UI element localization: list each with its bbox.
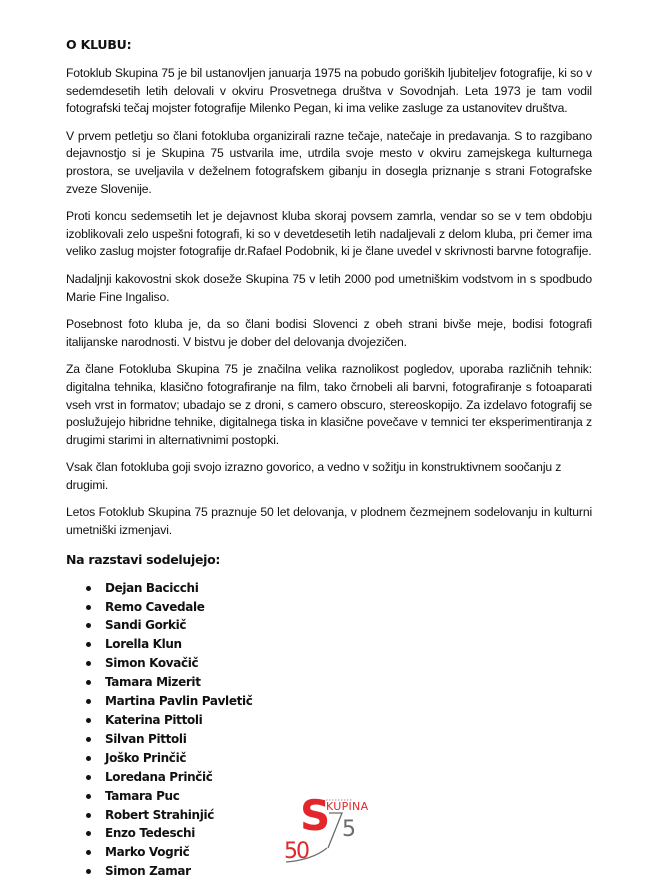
list-item bbox=[66, 768, 592, 787]
artist-name: Katerina Pittoli bbox=[105, 713, 203, 727]
paragraph-seventies: Proti koncu sedemsetih let je dejavnost kluba skoraj povsem zamrla, vendar so se v tem obdobju izoblikovali zelo uspešni fotografi, ki so v devetdesetih letih nadaljevali z delom kluba, pri čemer ima veliko zaslug mojster fotografije dr.Rafael Podobnik, ki je člane uvedel v skrivnosti barvne fotografije. bbox=[66, 209, 592, 259]
artist-name: Simon Zamar bbox=[105, 864, 191, 879]
artist-name: Tamara Puc bbox=[105, 788, 180, 803]
paragraph-founding: Fotoklub Skupina 75 je bil ustanovljen januarja 1975 na pobudo goriških ljubiteljev fotografije, ki so v sedemdesetih letih delovali v okviru Prosvetnega društva v Sovodnjah. Leta 1973 je tam vodil fotografski tečaj mojster fotografije Milenko Pegan, ki ima velike zasluge za ustanovitev društva. bbox=[66, 66, 592, 116]
logo-letter-s: S bbox=[300, 796, 331, 840]
logo-number-5: 5 bbox=[342, 817, 356, 842]
artist-name: Loredana Prinčič bbox=[105, 769, 213, 784]
bullet-icon bbox=[86, 661, 91, 666]
bullet-icon bbox=[86, 680, 91, 685]
artist-name: Martina Pavlin Pavletič bbox=[105, 694, 253, 709]
bullet-icon bbox=[86, 623, 91, 628]
list-item bbox=[66, 711, 592, 730]
bullet-icon bbox=[86, 756, 91, 761]
artist-name: Remo Cavedale bbox=[105, 599, 205, 614]
list-item bbox=[66, 616, 592, 635]
list-item bbox=[66, 749, 592, 768]
list-item bbox=[66, 692, 592, 711]
artist-name: Tamara Mizerit bbox=[105, 675, 201, 690]
logo-word: KUPINA bbox=[326, 800, 369, 813]
artists-heading: Na razstavi sodelujejo: bbox=[66, 551, 221, 567]
list-item bbox=[66, 730, 592, 749]
logo-graphic-icon bbox=[282, 796, 382, 866]
list-item bbox=[66, 654, 592, 673]
bullet-icon bbox=[86, 642, 91, 647]
bullet-icon bbox=[86, 718, 91, 723]
bullet-icon bbox=[86, 831, 91, 836]
logo-anniversary: 50 bbox=[284, 839, 308, 864]
paragraph-2000s: Nadaljnji kakovostni skok doseže Skupina 75 v letih 2000 pod umetniškim vodstvom in s spodbudo Marie Fine Ingaliso. bbox=[66, 271, 592, 304]
bullet-icon bbox=[86, 699, 91, 704]
paragraph-anniversary: Letos Fotoklub Skupina 75 praznuje 50 let delovanja, v plodnem čezmejnem sodelovanju in kulturni umetniški izmenjavi. bbox=[66, 505, 592, 538]
artist-name: Silvan Pittoli bbox=[105, 731, 187, 746]
bullet-icon bbox=[86, 813, 91, 818]
paragraph-first-years: V prvem petletju so člani fotokluba organizirali razne tečaje, natečaje in predavanja. S to razgibano dejavnostjo si je Skupina 75 ustvarila ime, utrdila svoje mesto v okviru zamejskega kulturnega prostora, se uveljavila v deželnem fotografskem gibanju in dosegla priznanje s strani Fotografske zveze Slovenije. bbox=[66, 128, 592, 196]
bullet-icon bbox=[86, 794, 91, 799]
section-heading: O KLUBU: bbox=[66, 37, 132, 52]
artist-name: Marko Vogrič bbox=[105, 845, 190, 860]
list-item bbox=[66, 635, 592, 654]
list-item bbox=[66, 598, 592, 617]
bullet-icon bbox=[86, 775, 91, 780]
artist-name: Joško Prinčič bbox=[105, 750, 187, 765]
bullet-icon bbox=[86, 586, 91, 591]
paragraph-bilingual: Posebnost foto kluba je, da so člani bodisi Slovenci z obeh strani bivše meje, bodisi fotografi italijanske narodnosti. V bistvu je dober del delovanja dvojezičen. bbox=[66, 317, 592, 349]
list-item bbox=[66, 579, 592, 598]
bullet-icon bbox=[86, 605, 91, 610]
bullet-icon bbox=[86, 850, 91, 855]
artist-name: Enzo Tedeschi bbox=[105, 826, 195, 841]
artist-name: Sandi Gorkič bbox=[105, 618, 187, 633]
skupina-75-logo bbox=[282, 796, 382, 866]
artist-name: Simon Kovačič bbox=[105, 656, 199, 671]
bullet-icon bbox=[86, 869, 91, 874]
list-item bbox=[66, 673, 592, 692]
artist-name: Dejan Bacicchi bbox=[105, 580, 199, 595]
document-page bbox=[66, 37, 592, 881]
paragraph-techniques: Za člane Fotokluba Skupina 75 je značilna velika raznolikost pogledov, uporaba različnih tehnik: digitalna tehnika, klasično fotografiranje na film, tako črnobeli ali barvni, fotografiranje s fotoaparati vseh vrst in formatov; ubadajo se z droni, s camero obscuro, stereoskopijo. Za izdelavo fotografij se poslužujejo hibridne tehnike, digitalnega tiska in klasične povečave v temnici ter eksperimentiranja z drugimi starimi in alternativnimi postopki. bbox=[66, 362, 592, 447]
bullet-icon bbox=[86, 737, 91, 742]
paragraph-expression: Vsak član fotokluba goji svojo izrazno govorico, a vedno v sožitju in konstruktivnem soočanju z drugimi. bbox=[66, 460, 562, 492]
artist-name: Robert Strahinjić bbox=[105, 807, 215, 822]
artist-name: Lorella Klun bbox=[105, 637, 182, 652]
